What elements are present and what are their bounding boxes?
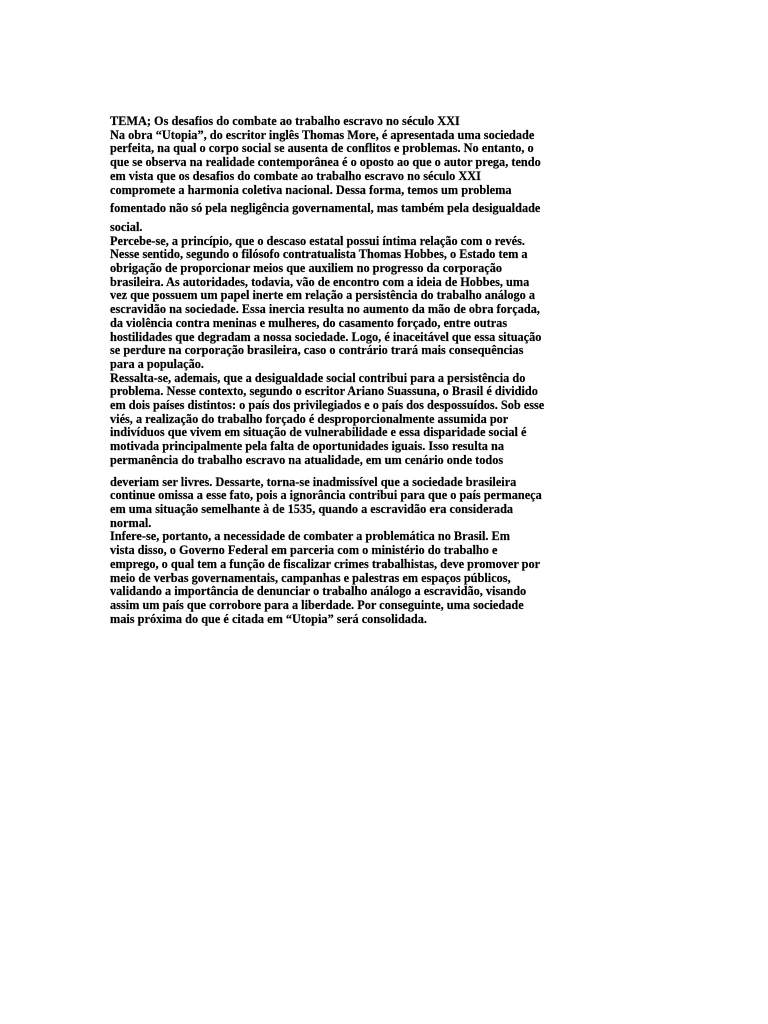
essay-line: Ressalta-se, ademais, que a desigualdade social contribui para a persistência do <box>110 370 526 385</box>
essay-line: Infere-se, portanto, a necessidade de combater a problemática no Brasil. Em <box>110 529 510 544</box>
essay-line: vista disso, o Governo Federal em parceria com o ministério do trabalho e <box>110 543 498 558</box>
essay-line: Percebe-se, a princípio, que o descaso estatal possui íntima relação com o revés. <box>110 233 525 248</box>
essay-line: Na obra “Utopia”, do escritor inglês Thomas More, é apresentada uma sociedade <box>110 127 535 142</box>
essay-line: viés, a realização do trabalho forçado é desproporcionalmente assumida por <box>110 411 509 426</box>
essay-title: TEMA; Os desafios do combate ao trabalho escravo no século XXI <box>110 114 460 128</box>
essay-line: fomentado não só pela negligência governamental, mas também pela desigualdade <box>110 201 541 216</box>
essay-line: Nesse sentido, segundo o filósofo contratualista Thomas Hobbes, o Estado tem a <box>110 247 528 262</box>
essay-line: compromete a harmonia coletiva nacional. Dessa forma, temos um problema <box>110 182 512 197</box>
essay-line: problema. Nesse contexto, segundo o escritor Ariano Suassuna, o Brasil é dividido <box>110 384 538 399</box>
essay-line: permanência do trabalho escravo na atualidade, em um cenário onde todos <box>110 452 504 467</box>
essay-line: perfeita, na qual o corpo social se ausenta de conflitos e problemas. No entanto, o <box>110 141 534 156</box>
essay-line: hostilidades que degradam a nossa sociedade. Logo, é inaceitável que essa situação <box>110 329 542 344</box>
essay-line: da violência contra meninas e mulheres, do casamento forçado, entre outras <box>110 315 508 330</box>
essay-line: deveriam ser livres. Dessarte, torna-se inadmissível que a sociedade brasileira <box>110 474 517 489</box>
essay-line: meio de verbas governamentais, campanhas e palestras em espaços públicos, <box>110 570 511 585</box>
essay-line: se perdure na corporação brasileira, caso o contrário trará mais consequências <box>110 343 524 358</box>
essay-line: que se observa na realidade contemporânea é o oposto ao que o autor prega, tendo <box>110 155 541 170</box>
essay-line: social. <box>110 219 143 234</box>
essay-line: obrigação de proporcionar meios que auxiliem no progresso da corporação <box>110 261 503 276</box>
essay-line: emprego, o qual tem a função de fiscalizar crimes trabalhistas, deve promover por <box>110 556 541 571</box>
essay-line: validando a importância de denunciar o trabalho análogo a escravidão, visando <box>110 584 527 599</box>
essay-line: em vista que os desafios do combate ao trabalho escravo no século XXI <box>110 168 481 183</box>
essay-line: brasileira. As autoridades, todavia, vão de encontro com a ideia de Hobbes, uma <box>110 274 530 289</box>
essay-line: vez que possuem um papel inerte em relação a persistência do trabalho análogo a <box>110 288 536 303</box>
essay-line: motivada principalmente pela falta de oportunidades iguais. Isso resulta na <box>110 439 504 454</box>
essay-line: indivíduos que vivem em situação de vulnerabilidade e essa disparidade social é <box>110 425 527 440</box>
essay-line: normal. <box>110 515 152 530</box>
essay-line: mais próxima do que é citada em “Utopia” será consolidada. <box>110 611 427 626</box>
essay-line: escravidão na sociedade. Essa inercia resulta no aumento da mão de obra forçada, <box>110 302 540 317</box>
essay-line: em dois países distintos: o país dos privilegiados e o país dos despossuídos. Sob esse <box>110 398 545 413</box>
essay-line: em uma situação semelhante à de 1535, quando a escravidão era considerada <box>110 501 514 516</box>
essay-line: para a população. <box>110 356 204 371</box>
essay-line: continue omissa a esse fato, pois a ignorância contribui para que o país permaneça <box>110 488 542 503</box>
essay-line: assim um país que corrobore para a liberdade. Por conseguinte, uma sociedade <box>110 597 524 612</box>
essay-text <box>110 115 552 626</box>
